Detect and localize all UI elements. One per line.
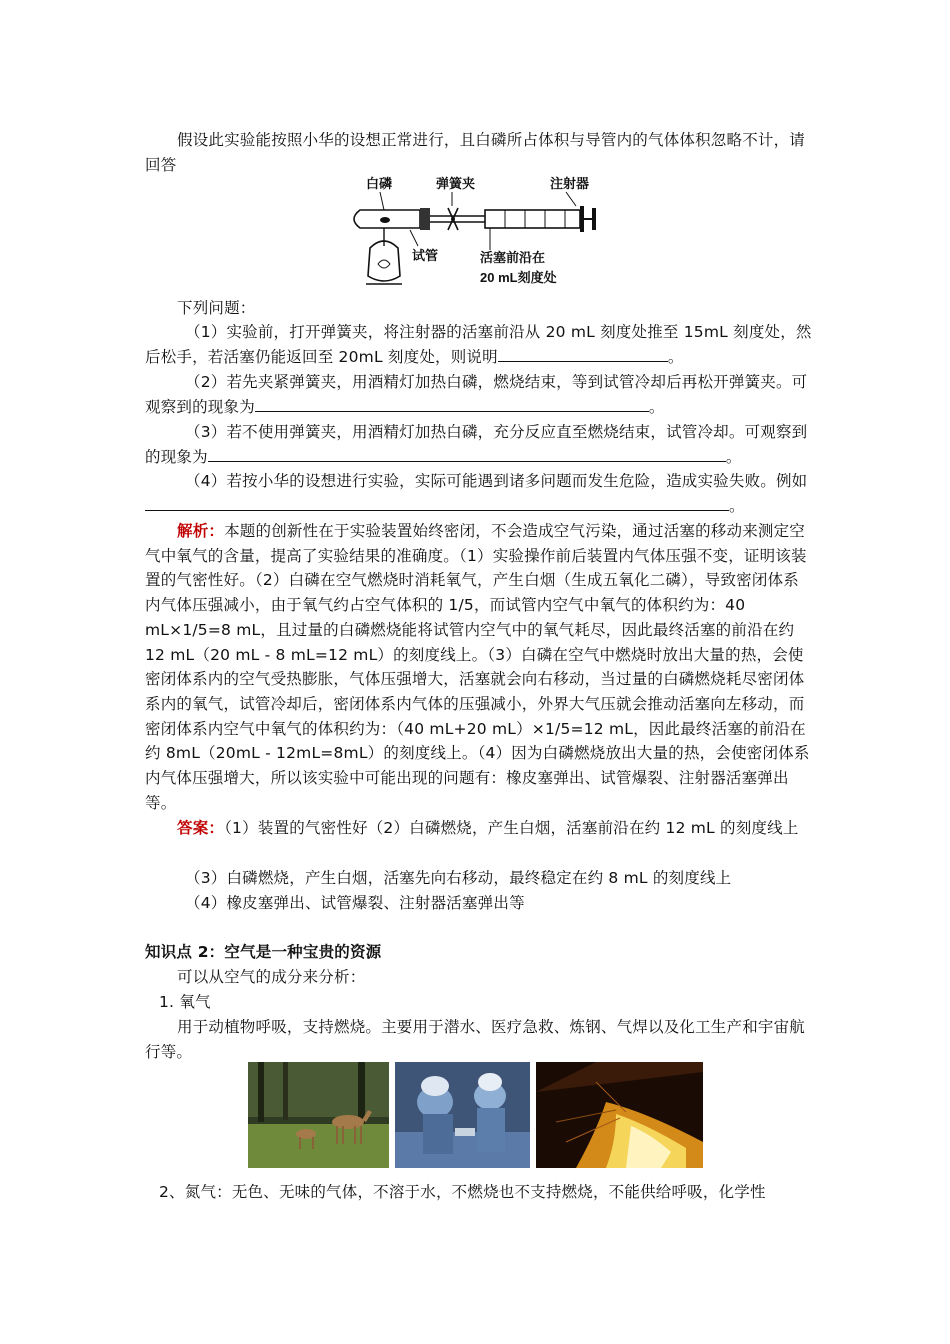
welding-photo: [536, 1062, 703, 1168]
oxygen-heading: 1. 氧气: [159, 993, 211, 1011]
question-1-period: 。: [667, 347, 684, 366]
nitrogen-text: 2、氮气：无色、无味的气体，不溶于水，不燃烧也不支持燃烧，不能供给呼吸，化学性: [159, 1183, 766, 1201]
surgery-photo: [395, 1062, 530, 1168]
question-4: [145, 469, 813, 518]
label-tube: 试管: [412, 248, 439, 263]
question-1: [145, 320, 813, 369]
question-2: [145, 370, 813, 419]
answer-1-2: （1）装置的气密性好（2）白磷燃烧，产生白烟，活塞前沿在约 12 mL 的刻度线上: [224, 819, 799, 837]
section-intro: 可以从空气的成分来分析：: [177, 968, 366, 986]
answer-blank-4: [145, 496, 729, 511]
label-phosphorus: 白磷: [366, 176, 393, 191]
section-title: 知识点 2：空气是一种宝贵的资源: [145, 943, 382, 961]
question-1-text: （1）实验前，打开弹簧夹，将注射器的活塞前沿从 20 mL 刻度处推至 15mL 刻度处，然后松手，若活塞仍能返回至 20mL 刻度处，则说明: [145, 323, 812, 366]
question-4-text: （4）若按小华的设想进行实验，实际可能遇到诸多问题而发生危险，造成实验失败。例如: [185, 472, 808, 490]
intro-paragraph: 假设此实验能按照小华的设想正常进行，且白磷所占体积与导管内的气体体积忽略不计，请回答: [145, 131, 806, 174]
questions-intro: 下列问题：: [177, 299, 256, 317]
question-2-text: （2）若先夹紧弹簧夹，用酒精灯加热白磷，燃烧结束，等到试管冷却后再松开弹簧夹。可观察到的现象为: [145, 373, 808, 416]
answer-4: （4）橡皮塞弹出、试管爆裂、注射器活塞弹出等: [185, 894, 525, 912]
question-2-period: 。: [648, 397, 665, 416]
question-4-period: 。: [729, 496, 745, 515]
oxygen-text: 用于动植物呼吸，支持燃烧。主要用于潜水、医疗急救、炼钢、气焊以及化工生产和宇宙航行等。: [145, 1018, 806, 1061]
label-piston-line1: 活塞前沿在: [480, 250, 546, 265]
apparatus-diagram: [340, 176, 600, 292]
answer-paragraph: [145, 816, 813, 841]
answer-blank-3: [208, 447, 726, 462]
analysis-label: 解析：: [177, 522, 225, 540]
label-piston-line2: 20 mL刻度处: [480, 270, 557, 285]
label-clamp: 弹簧夹: [436, 176, 476, 191]
answer-blank-2: [255, 397, 649, 412]
oxygen-photos: [248, 1062, 703, 1168]
answer-blank-1: [498, 347, 668, 362]
label-syringe: 注射器: [550, 176, 590, 191]
question-3-period: 。: [725, 447, 742, 466]
question-3: [145, 420, 813, 469]
answer-3: （3）白磷燃烧，产生白烟，活塞先向右移动，最终稳定在约 8 mL 的刻度线上: [185, 869, 732, 887]
analysis-paragraph: [145, 519, 813, 815]
question-3-text: （3）若不使用弹簧夹，用酒精灯加热白磷，充分反应直至燃烧结束，试管冷却。可观察到的现象为: [145, 423, 808, 466]
analysis-text: 本题的创新性在于实验装置始终密闭，不会造成空气污染，通过活塞的移动来测定空气中氧气的含量，提高了实验结果的准确度。（1）实验操作前后装置内气体压强不变，证明该装置的气密性好。（2）白磷在空气燃烧时消耗氧气，产生白烟（生成五氧化二磷），导致密闭体系内气体压强减小，由于氧气约占空气体积的 1/5，而试管内空气中氧气的体积约为：40 mL×1/5=8 mL，且过量的白磷燃烧能将试管内空气中的氧气耗尽，因此最终活塞的前沿在约 12 mL（20 mL - 8 mL=12 mL）的刻度线上。（3）白磷在空气中燃烧时放出大量的热，会使密闭体系内的空气受热膨胀，气体压强增大，活塞就会向右移动，当过量的白磷燃烧耗尽密闭体系内的氧气，试管冷却后，密闭体系内气体的压强减小，外界大气压就会推动活塞向左移动，而密闭体系内空气中氧气的体积约为：（40 mL+20 mL）×1/5=12 mL，因此最终活塞的前沿在约 8mL（20mL - 12mL=8mL）的刻度线上。（4）因为白磷燃烧放出大量的热，会使密闭体系内气体压强增大，所以该实验中可能出现的问题有：橡皮塞弹出、试管爆裂、注射器活塞弹出等。: [145, 522, 810, 812]
answer-label: 答案：: [177, 819, 225, 837]
deer-photo: [248, 1062, 389, 1168]
